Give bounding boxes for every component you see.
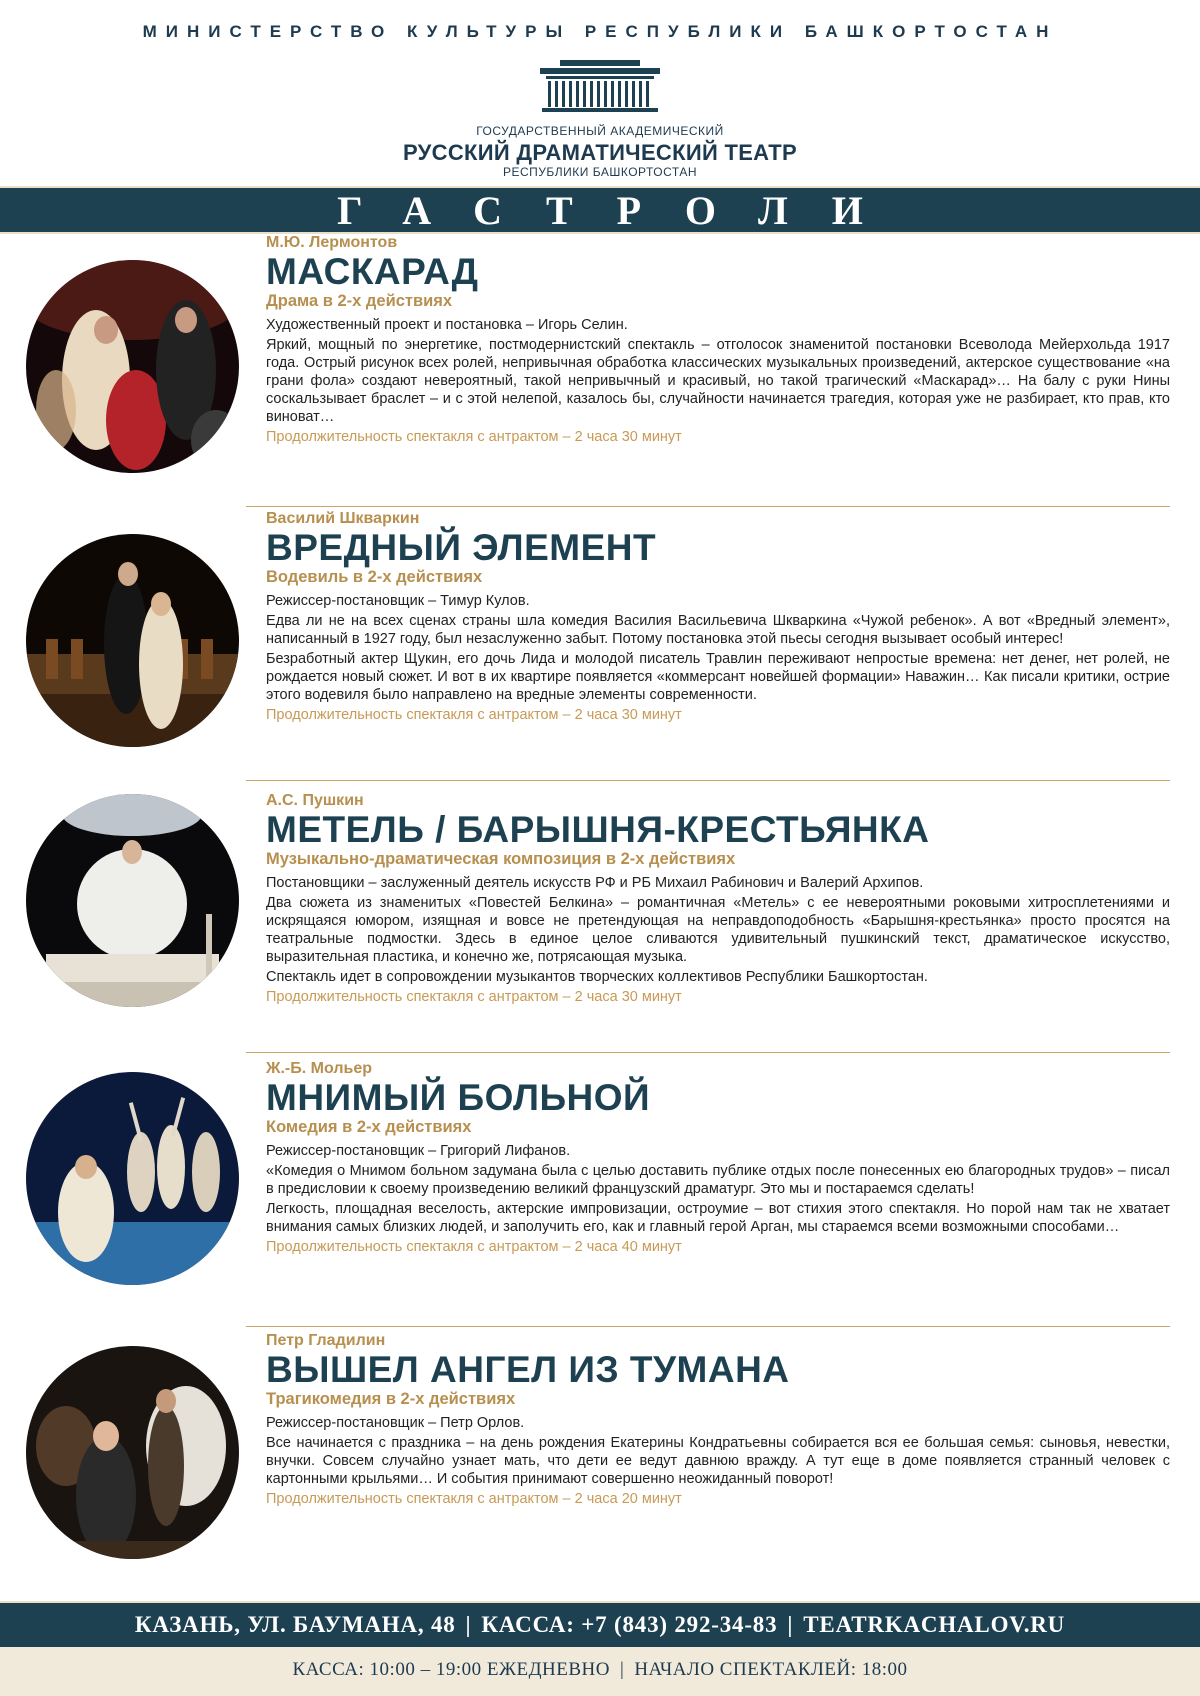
show-title: МАСКАРАД (266, 251, 479, 292)
contact-line (0, 1603, 1200, 1647)
separator: | (465, 1612, 472, 1637)
show-description: Все начинается с праздника – на день рождения Екатерины Кондратьевны собирается вся ее большая семья: сыновья, невестки, внучки. Совсем случайно узнает мать, что дети ее ведут давнюю вражду. А тут еще в доме появляется странный человек с картонными крыльями… И события принимают совершенно неожиданный поворот! (266, 1435, 1170, 1487)
hours-bar (0, 1647, 1200, 1696)
show-description: Легкость, площадная веселость, актерские импровизации, остроумие – вот стихия этого спектакля. Но порой нам так не хватает внимания самых близких людей, и заполучить его, как и главный герой Арган, мы стараемся всеми возможными способами… (266, 1201, 1170, 1235)
theatre-name: РУССКИЙ ДРАМАТИЧЕСКИЙ ТЕАТР (403, 140, 797, 165)
show-credit: Художественный проект и постановка – Игорь Селин. (266, 317, 628, 333)
show-photo (26, 794, 239, 1007)
show-duration: Продолжительность спектакля с антрактом – 2 часа 30 минут (266, 989, 682, 1005)
show-description: Два сюжета из знаменитых «Повестей Белкина» – романтичная «Метель» с ее невероятными роковыми хитросплетениями и искрящаяся юмором, изящная и вовсе не претендующая на неправдоподобность «Барышня-крестьянка» просто просятся на театральные подмостки. Здесь в единое целое сливаются удивительный пушкинский текст, драматическое искусство, выразительная пластика, и конечно же, потрясающая музыка. (266, 895, 1170, 965)
banner-title: ГАСТРОЛИ (337, 188, 907, 233)
show-description: Яркий, мощный по энергетике, постмодернистский спектакль – отголосок знаменитой постановки Всеволода Мейерхольда 1917 года. Острый рисунок всех ролей, непривычная обработка классических музыкальных произведений, актерское существование «на грани фола» создают невероятный, такой непривычный и красивый, но такой трагический «Маскарад»… На балу с руки Нины соскальзывает браслет – и с этой нелепой, казалось бы, случайности начинается трагедия, которая уже не разбирает, кто прав, кто виноват… (266, 337, 1170, 425)
divider (246, 780, 1170, 781)
divider (246, 1326, 1170, 1327)
phone-link[interactable]: КАССА: +7 (843) 292-34-83 (481, 1612, 778, 1637)
show-description: Едва ли не на всех сценах страны шла комедия Василия Васильевича Шкваркина «Чужой ребенок». А вот «Вредный элемент», написанный в 1927 году, был незаслуженно забыт. Потому постановка этой пьесы сегодня вызывает особый интерес! (266, 613, 1170, 647)
show-title: ВРЕДНЫЙ ЭЛЕМЕНТ (266, 527, 657, 568)
show-description: Безработный актер Щукин, его дочь Лида и молодой писатель Травлин переживают непростые времена: нет денег, нет ролей, не рождается новый сюжет. И вот в их квартире появляется «коммерсант новейшей формации» Наважин… Как писали критики, острие этого водевиля было направлено на вредные элементы современности. (266, 651, 1170, 703)
separator: | (620, 1659, 625, 1680)
show-author: М.Ю. Лермонтов (266, 234, 398, 251)
show-genre: Водевиль в 2-х действиях (266, 568, 483, 586)
show-author: А.С. Пушкин (266, 792, 364, 809)
box-office-hours: КАССА: 10:00 – 19:00 ЕЖЕДНЕВНО (292, 1659, 610, 1680)
show-description: Спектакль идет в сопровождении музыкантов творческих коллективов Республики Башкортостан. (266, 969, 928, 985)
show-text (266, 234, 1170, 446)
address-text: КАЗАНЬ, УЛ. БАУМАНА, 48 (134, 1612, 456, 1637)
show-photo (26, 1072, 239, 1285)
show-duration: Продолжительность спектакля с антрактом – 2 часа 40 минут (266, 1239, 682, 1255)
ministry-title: МИНИСТЕРСТВО КУЛЬТУРЫ РЕСПУБЛИКИ БАШКОРТОСТАН (142, 22, 1058, 41)
show-description: «Комедия о Мнимом больном задумана была с целью доставить публике отдых после понесенных ею благородных трудов» – писал в предисловии к своему произведению великий французский драматург. Это мы и постараемся сделать! (266, 1163, 1170, 1197)
show-start-time: НАЧАЛО СПЕКТАКЛЕЙ: 18:00 (634, 1659, 908, 1680)
show-credit: Режиссер-постановщик – Тимур Кулов. (266, 593, 530, 609)
show-text (266, 1060, 1170, 1256)
tour-banner (0, 186, 1200, 234)
show-author: Ж.-Б. Мольер (266, 1060, 372, 1077)
show-duration: Продолжительность спектакля с антрактом – 2 часа 30 минут (266, 707, 682, 723)
show-credit: Режиссер-постановщик – Петр Орлов. (266, 1415, 525, 1431)
show-text (266, 1332, 1170, 1508)
theatre-building-icon (538, 58, 662, 114)
show-duration: Продолжительность спектакля с антрактом – 2 часа 20 минут (266, 1491, 682, 1507)
show-genre: Комедия в 2-х действиях (266, 1118, 472, 1136)
theatre-subtitle-bottom: РЕСПУБЛИКИ БАШКОРТОСТАН (502, 165, 697, 179)
show-author: Василий Шкваркин (266, 510, 420, 527)
show-genre: Музыкально-драматическая композиция в 2-х действиях (266, 850, 736, 868)
show-genre: Трагикомедия в 2-х действиях (266, 1390, 516, 1408)
divider (246, 506, 1170, 507)
divider (246, 1052, 1170, 1053)
show-photo (26, 1346, 239, 1559)
show-credit: Постановщики – заслуженный деятель искусств РФ и РБ Михаил Рабинович и Валерий Архипов. (266, 875, 924, 891)
show-title: ВЫШЕЛ АНГЕЛ ИЗ ТУМАНА (266, 1349, 790, 1390)
separator: | (787, 1612, 794, 1637)
contact-bar (0, 1601, 1200, 1649)
website-link[interactable]: TEATRKACHALOV.RU (803, 1612, 1066, 1637)
show-photo (26, 260, 239, 473)
show-photo (26, 534, 239, 747)
show-genre: Драма в 2-х действиях (266, 292, 453, 310)
show-author: Петр Гладилин (266, 1332, 386, 1349)
show-title: МНИМЫЙ БОЛЬНОЙ (266, 1077, 651, 1118)
show-text (266, 792, 1170, 1006)
show-credit: Режиссер-постановщик – Григорий Лифанов. (266, 1143, 571, 1159)
theatre-subtitle-top: ГОСУДАРСТВЕННЫЙ АКАДЕМИЧЕСКИЙ (476, 124, 724, 138)
show-duration: Продолжительность спектакля с антрактом – 2 часа 30 минут (266, 429, 682, 445)
show-title: МЕТЕЛЬ / БАРЫШНЯ-КРЕСТЬЯНКА (266, 809, 930, 850)
show-text (266, 510, 1170, 724)
